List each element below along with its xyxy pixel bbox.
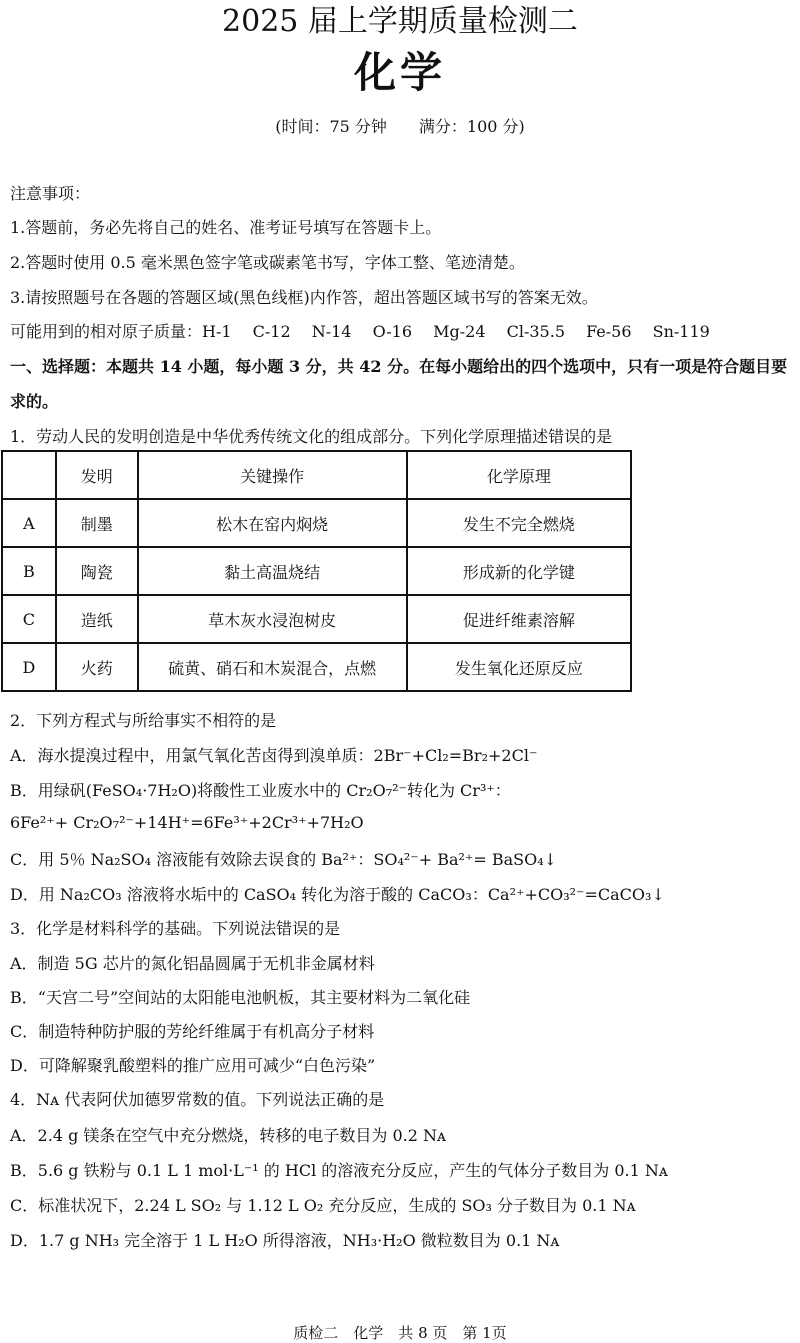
table-cell: 黏土高温烧结 <box>138 547 407 595</box>
section-heading: 一、选择题：本题共 14 小题，每小题 3 分，共 42 分。在每小题给出的四个选项中，只有一项是符合题目要 <box>10 357 788 376</box>
table-header-row <box>2 451 631 499</box>
table-cell: 造纸 <box>56 595 138 643</box>
note-item: 3.请按照题号在各题的答题区域(黑色线框)内作答，超出答题区域书写的答案无效。 <box>10 288 598 307</box>
table-cell: 硫黄、硝石和木炭混合，点燃 <box>138 643 407 691</box>
q4-option-d: D．1.7 g NH₃ 完全溶于 1 L H₂O 所得溶液，NH₃·H₂O 微粒数目为 0.1 Nᴀ <box>10 1231 560 1250</box>
note-item: 2.答题时使用 0.5 毫米黑色签字笔或碳素笔书写，字体工整、笔迹清楚。 <box>10 253 525 272</box>
q2-option-a: A．海水提溴过程中，用氯气氧化苦卤得到溴单质：2Br⁻+Cl₂=Br₂+2Cl⁻ <box>10 746 538 765</box>
table-row <box>2 595 631 643</box>
q4-stem: 4．Nᴀ 代表阿伏加德罗常数的值。下列说法正确的是 <box>10 1090 385 1109</box>
page-footer: 质检二 化学 共 8 页 第 1页 <box>293 1324 507 1342</box>
subject-title: 化学 <box>353 48 446 97</box>
table-row <box>2 643 631 691</box>
q4-option-c: C．标准状况下，2.24 L SO₂ 与 1.12 L O₂ 充分反应，生成的 SO₃ 分子数目为 0.1 Nᴀ <box>10 1196 636 1215</box>
table-cell: 火药 <box>56 643 138 691</box>
q1-table <box>1 450 632 692</box>
table-cell: 草木灰水浸泡树皮 <box>138 595 407 643</box>
q2-option-c: C．用 5％ Na₂SO₄ 溶液能有效除去误食的 Ba²⁺：SO₄²⁻+ Ba²⁺= BaSO₄↓ <box>10 850 558 869</box>
table-header-cell <box>2 451 56 499</box>
table-row <box>2 547 631 595</box>
table-row <box>2 499 631 547</box>
table-cell: 松木在窑内焖烧 <box>138 499 407 547</box>
q4-option-a: A．2.4 g 镁条在空气中充分燃烧，转移的电子数目为 0.2 Nᴀ <box>10 1126 447 1145</box>
note-item: 1.答题前，务必先将自己的姓名、准考证号填写在答题卡上。 <box>10 218 442 237</box>
table-header-cell: 化学原理 <box>407 451 631 499</box>
q2-option-d: D．用 Na₂CO₃ 溶液将水垢中的 CaSO₄ 转化为溶于酸的 CaCO₃：Ca²⁺+CO₃²⁻=CaCO₃↓ <box>10 885 665 904</box>
table-cell: 陶瓷 <box>56 547 138 595</box>
q1-stem: 1．劳动人民的发明创造是中华优秀传统文化的组成部分。下列化学原理描述错误的是 <box>10 427 613 446</box>
atomic-masses: 可能用到的相对原子质量：H-1 C-12 N-14 O-16 Mg-24 Cl-35.5 Fe-56 Sn-119 <box>10 322 710 341</box>
section-heading-cont: 求的。 <box>10 392 59 411</box>
q4-option-b: B．5.6 g 铁粉与 0.1 L 1 mol·L⁻¹ 的 HCl 的溶液充分反应，产生的气体分子数目为 0.1 Nᴀ <box>10 1161 668 1180</box>
q3-option-c: C．制造特种防护服的芳纶纤维属于有机高分子材料 <box>10 1022 375 1041</box>
table-header-cell: 发明 <box>56 451 138 499</box>
q3-stem: 3．化学是材料科学的基础。下列说法错误的是 <box>10 919 341 938</box>
table-cell: 促进纤维素溶解 <box>407 595 631 643</box>
exam-meta: (时间：75 分钟 满分：100 分) <box>275 117 525 136</box>
q2-option-b: B．用绿矾(FeSO₄·7H₂O)将酸性工业废水中的 Cr₂O₇²⁻转化为 Cr³⁺： <box>10 781 511 800</box>
table-cell: 形成新的化学键 <box>407 547 631 595</box>
exam-title: 2025 届上学期质量检测二 <box>222 4 578 39</box>
table-cell: B <box>2 547 56 595</box>
table-cell: A <box>2 499 56 547</box>
q3-option-b: B．“天宫二号”空间站的太阳能电池帆板，其主要材料为二氧化硅 <box>10 988 471 1007</box>
table-cell: 发生氧化还原反应 <box>407 643 631 691</box>
q2-option-b-equation: 6Fe²⁺+ Cr₂O₇²⁻+14H⁺=6Fe³⁺+2Cr³⁺+7H₂O <box>10 813 364 832</box>
notes-heading: 注意事项： <box>10 184 91 203</box>
q3-option-a: A．制造 5G 芯片的氮化铝晶圆属于无机非金属材料 <box>10 954 375 973</box>
table-cell: 制墨 <box>56 499 138 547</box>
table-cell: D <box>2 643 56 691</box>
q3-option-d: D．可降解聚乳酸塑料的推广应用可减少“白色污染” <box>10 1056 376 1075</box>
q2-stem: 2．下列方程式与所给事实不相符的是 <box>10 711 277 730</box>
table-cell: C <box>2 595 56 643</box>
table-header-cell: 关键操作 <box>138 451 407 499</box>
table-cell: 发生不完全燃烧 <box>407 499 631 547</box>
